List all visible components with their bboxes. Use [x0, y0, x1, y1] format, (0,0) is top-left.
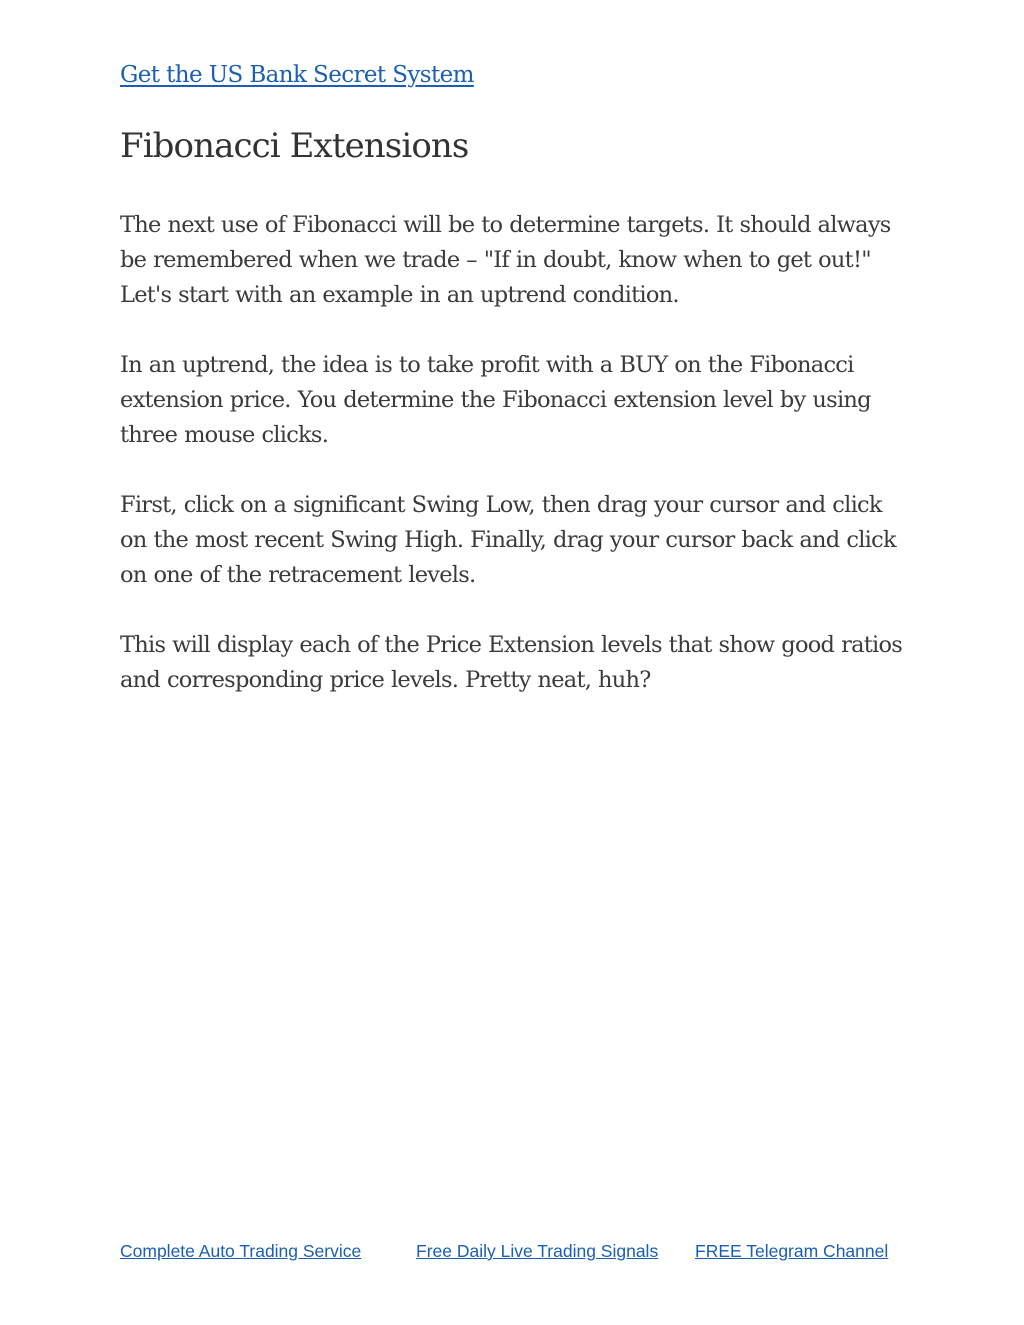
us-bank-secret-system-link[interactable]: Get the US Bank Secret System: [120, 62, 474, 88]
article-body: [120, 208, 910, 733]
paragraph-extension-levels: This will display each of the Price Extension levels that show good ratios and corresponding price levels. Pretty neat, huh?: [120, 632, 903, 693]
paragraph-targets: The next use of Fibonacci will be to determine targets. It should always be remembered when we trade – "If in doubt, know when to get out!" Let's start with an example in an uptrend condition.: [120, 212, 891, 308]
paragraph-mouse-clicks: First, click on a significant Swing Low, then drag your cursor and click on the most recent Swing High. Finally, drag your cursor back and click on one of the retracement levels.: [120, 492, 896, 588]
paragraph-uptrend: In an uptrend, the idea is to take profit with a BUY on the Fibonacci extension price. You determine the Fibonacci extension level by using three mouse clicks.: [120, 352, 871, 448]
footer-links: [120, 1241, 900, 1267]
page-title: Fibonacci Extensions: [120, 126, 469, 166]
auto-trading-service-link[interactable]: Complete Auto Trading Service: [120, 1241, 362, 1261]
telegram-channel-link[interactable]: FREE Telegram Channel: [695, 1241, 889, 1261]
live-trading-signals-link[interactable]: Free Daily Live Trading Signals: [416, 1241, 659, 1261]
